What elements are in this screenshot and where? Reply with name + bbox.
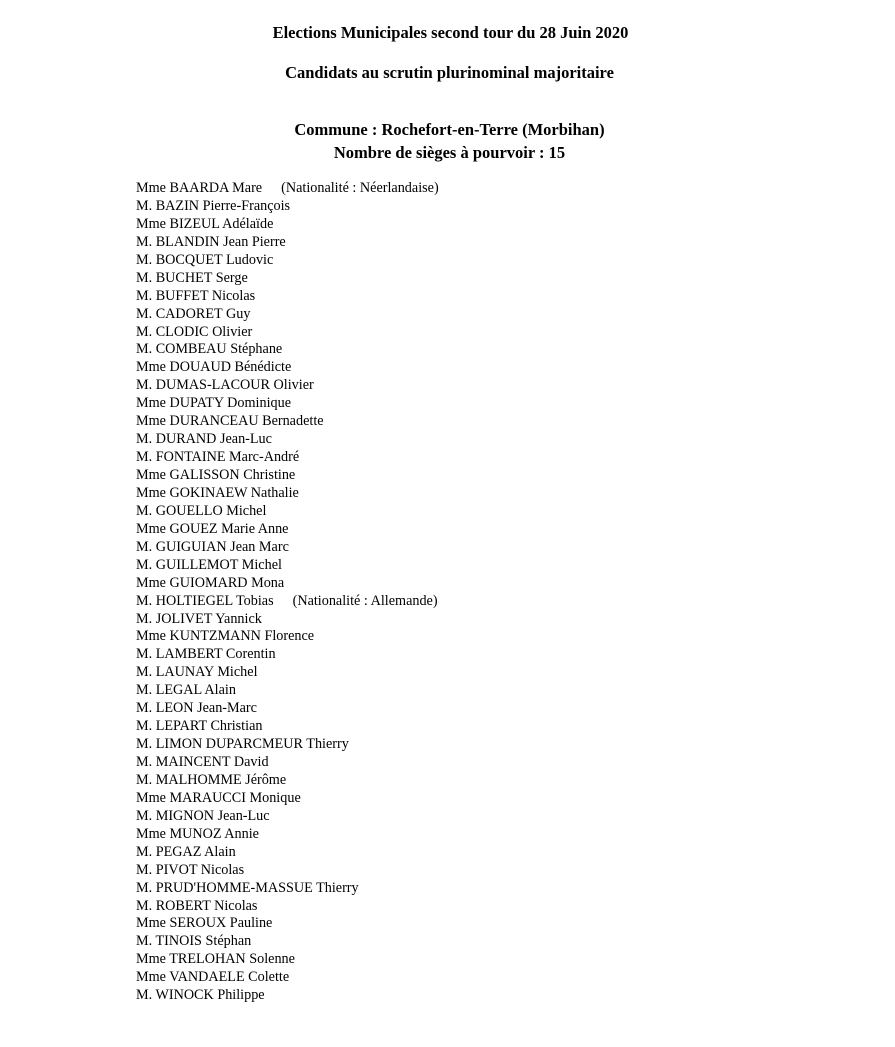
candidate-item	[136, 377, 439, 395]
candidate-item	[136, 449, 439, 467]
candidate-name: M. ROBERT Nicolas	[136, 897, 258, 914]
candidate-item	[136, 682, 439, 700]
candidate-item	[136, 628, 439, 646]
commune-heading: Commune : Rochefort-en-Terre (Morbihan)	[294, 120, 605, 139]
candidate-item	[136, 270, 439, 288]
candidate-name: M. CLODIC Olivier	[136, 323, 253, 340]
candidate-name: M. BAZIN Pierre-François	[136, 197, 291, 214]
candidate-name: Mme BAARDA Mare	[136, 180, 263, 196]
candidate-item	[136, 557, 439, 575]
candidate-name: Mme MARAUCCI Monique	[136, 789, 301, 806]
candidate-item	[136, 772, 439, 790]
candidate-item	[136, 306, 439, 324]
candidate-item	[136, 234, 439, 252]
candidate-nationality: (Nationalité : Allemande)	[292, 592, 438, 609]
candidate-name: Mme GUIOMARD Mona	[136, 574, 285, 591]
candidate-name: Mme DUPATY Dominique	[136, 395, 292, 412]
candidate-name: Mme DURANCEAU Bernadette	[136, 413, 324, 430]
candidate-name: M. HOLTIEGEL Tobias	[136, 592, 274, 609]
candidate-item	[136, 431, 439, 449]
candidate-name: M. LEGAL Alain	[136, 682, 236, 699]
candidate-name: Mme GALISSON Christine	[136, 467, 296, 483]
candidate-item	[136, 593, 439, 611]
candidate-name: M. JOLIVET Yannick	[136, 610, 262, 627]
candidate-name: M. DUMAS-LACOUR Olivier	[136, 377, 314, 394]
candidate-item	[136, 413, 439, 431]
candidate-name: M. LEON Jean-Marc	[136, 700, 257, 717]
candidate-item	[136, 216, 439, 234]
candidate-item	[136, 180, 439, 198]
candidate-name: Mme GOKINAEW Nathalie	[136, 484, 299, 501]
candidate-name: M. COMBEAU Stéphane	[136, 341, 283, 358]
candidate-item	[136, 826, 439, 844]
candidate-name: M. BOCQUET Ludovic	[136, 251, 274, 268]
candidate-name: Mme SEROUX Pauline	[136, 915, 273, 932]
candidate-item	[136, 951, 439, 969]
candidate-item	[136, 915, 439, 933]
candidate-name: M. LIMON DUPARCMEUR Thierry	[136, 736, 349, 753]
candidate-name: M. GUIGUIAN Jean Marc	[136, 538, 289, 555]
candidate-item	[136, 700, 439, 718]
candidate-item	[136, 198, 439, 216]
candidate-name: M. BUFFET Nicolas	[136, 287, 256, 304]
candidate-item	[136, 790, 439, 808]
candidate-name: M. FONTAINE Marc-André	[136, 449, 300, 466]
candidate-item	[136, 898, 439, 916]
candidate-item	[136, 987, 439, 1005]
candidate-name: Mme MUNOZ Annie	[136, 825, 259, 842]
candidate-item	[136, 736, 439, 754]
candidate-item	[136, 503, 439, 521]
candidate-name: M. MIGNON Jean-Luc	[136, 807, 270, 824]
candidate-name: M. GOUELLO Michel	[136, 502, 267, 519]
candidate-item	[136, 359, 439, 377]
candidate-item	[136, 288, 439, 306]
candidate-name: M. PIVOT Nicolas	[136, 861, 245, 878]
candidate-list	[136, 180, 439, 1005]
candidate-name: M. CADORET Guy	[136, 305, 251, 322]
candidate-name: M. TINOIS Stéphan	[136, 933, 252, 950]
candidate-name: Mme KUNTZMANN Florence	[136, 628, 315, 645]
candidate-item	[136, 521, 439, 539]
candidate-item	[136, 485, 439, 503]
candidate-name: M. MALHOMME Jérôme	[136, 771, 287, 788]
candidate-item	[136, 844, 439, 862]
candidate-item	[136, 467, 439, 485]
candidate-name: Mme VANDAELE Colette	[136, 969, 290, 986]
document-subtitle: Candidats au scrutin plurinominal majoritaire	[285, 63, 614, 82]
candidate-name: Mme BIZEUL Adélaïde	[136, 215, 274, 232]
candidate-item	[136, 646, 439, 664]
candidate-item	[136, 933, 439, 951]
seats-heading: Nombre de sièges à pourvoir : 15	[333, 143, 566, 162]
candidate-item	[136, 718, 439, 736]
candidate-name: Mme DOUAUD Bénédicte	[136, 359, 292, 376]
candidate-item	[136, 575, 439, 593]
candidate-item	[136, 664, 439, 682]
candidate-item	[136, 395, 439, 413]
candidate-nationality: (Nationalité : Néerlandaise)	[281, 180, 439, 196]
candidate-item	[136, 324, 439, 342]
candidate-name: M. BLANDIN Jean Pierre	[136, 233, 286, 250]
candidate-item	[136, 754, 439, 772]
candidate-name: M. PEGAZ Alain	[136, 843, 236, 860]
candidate-name: Mme GOUEZ Marie Anne	[136, 520, 289, 537]
candidate-name: M. BUCHET Serge	[136, 269, 248, 286]
candidate-item	[136, 862, 439, 880]
candidate-item	[136, 341, 439, 359]
candidate-name: M. PRUD'HOMME-MASSUE Thierry	[136, 879, 359, 896]
document-title: Elections Municipales second tour du 28 Juin 2020	[272, 23, 629, 42]
candidate-item	[136, 611, 439, 629]
candidate-name: M. MAINCENT David	[136, 754, 269, 770]
candidate-name: M. GUILLEMOT Michel	[136, 556, 282, 573]
candidate-name: M. LAMBERT Corentin	[136, 646, 276, 663]
candidate-item	[136, 252, 439, 270]
candidate-item	[136, 969, 439, 987]
candidate-item	[136, 539, 439, 557]
candidate-name: M. LEPART Christian	[136, 718, 263, 735]
candidate-name: M. LAUNAY Michel	[136, 664, 258, 681]
candidate-item	[136, 880, 439, 898]
candidate-name: M. WINOCK Philippe	[136, 987, 265, 1004]
candidate-item	[136, 808, 439, 826]
candidate-name: Mme TRELOHAN Solenne	[136, 951, 295, 968]
candidate-name: M. DURAND Jean-Luc	[136, 431, 272, 448]
